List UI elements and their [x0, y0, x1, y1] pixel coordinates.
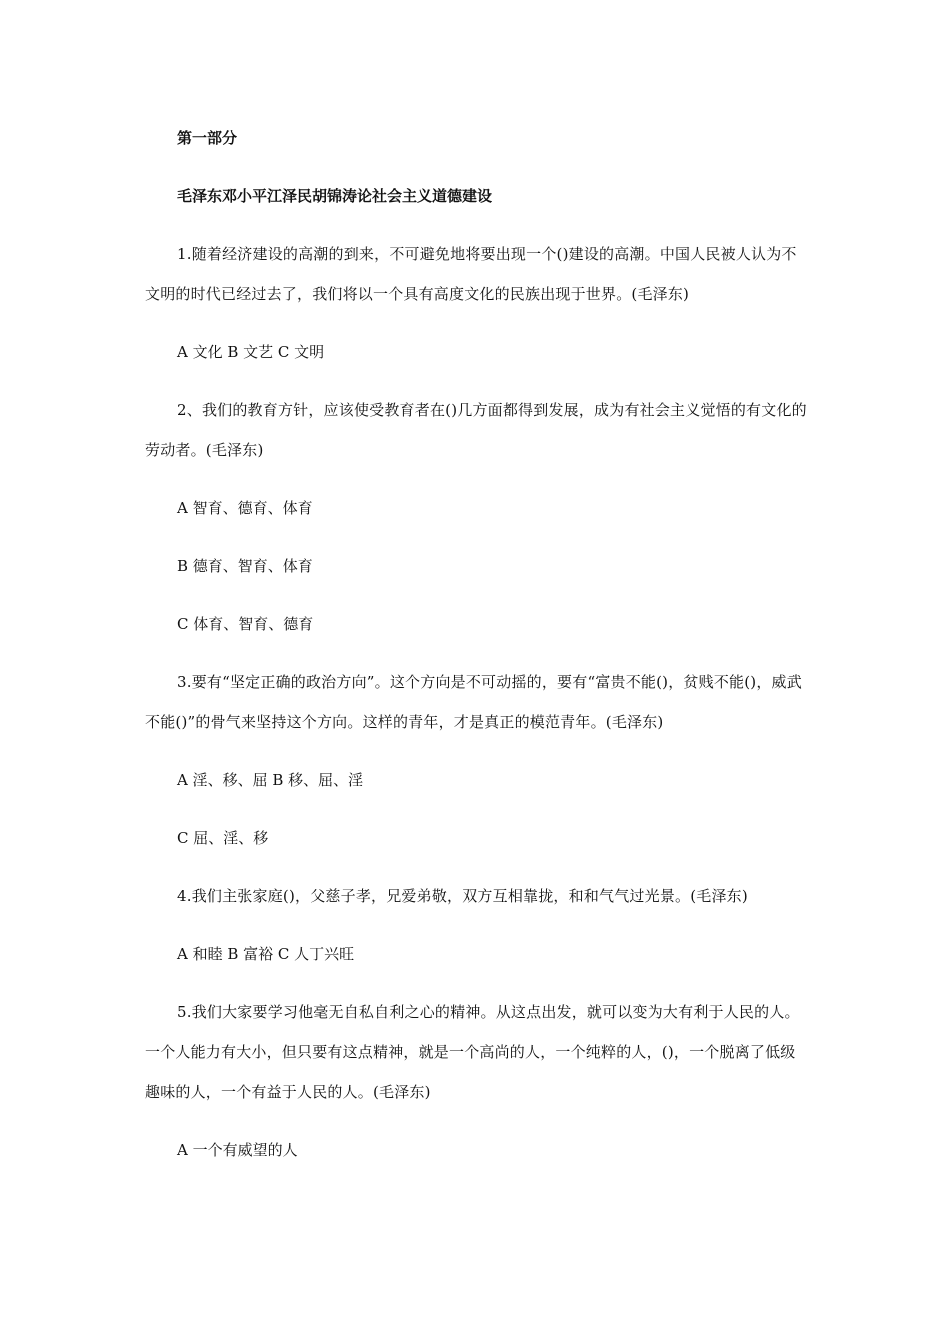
question-2: 2、我们的教育方针，应该使受教育者在()几方面都得到发展，成为有社会主义觉悟的有文化的劳动者。(毛泽东) — [145, 401, 807, 459]
question-3: 3.要有“坚定正确的政治方向”。这个方向是不可动摇的，要有“富贵不能()，贫贱不能()，威武不能()”的骨气来坚持这个方向。这样的青年，才是真正的模范青年。(毛泽东) — [145, 673, 802, 731]
question-1: 1.随着经济建设的高潮的到来，不可避免地将要出现一个()建设的高潮。中国人民被人认为不文明的时代已经过去了，我们将以一个具有高度文化的民族出现于世界。(毛泽东) — [145, 245, 797, 303]
document-subtitle: 毛泽东邓小平江泽民胡锦涛论社会主义道德建设 — [177, 187, 493, 205]
question-4: 4.我们主张家庭()，父慈子孝，兄爱弟敬，双方互相靠拢，和和气气过光景。(毛泽东) — [177, 887, 748, 905]
question-3-options-ab: A 淫、移、屈 B 移、屈、淫 — [177, 771, 364, 789]
question-2-option-a: A 智育、德育、体育 — [177, 499, 313, 517]
question-4-options: A 和睦 B 富裕 C 人丁兴旺 — [177, 945, 355, 963]
question-5: 5.我们大家要学习他毫无自私自利之心的精神。从这点出发，就可以变为大有利于人民的人。一个人能力有大小，但只要有这点精神，就是一个高尚的人，一个纯粹的人，()，一个脱离了低级趣味的人，一个有益于人民的人。(毛泽东) — [145, 1003, 800, 1101]
question-2-option-b: B 德育、智育、体育 — [177, 557, 313, 575]
question-2-option-c: C 体育、智育、德育 — [177, 615, 314, 633]
question-1-options: A 文化 B 文艺 C 文明 — [177, 343, 325, 361]
section-title: 第一部分 — [177, 129, 238, 147]
question-3-option-c: C 屈、淫、移 — [177, 829, 269, 847]
document-content — [145, 118, 810, 1188]
question-5-option-a: A 一个有威望的人 — [177, 1141, 298, 1159]
